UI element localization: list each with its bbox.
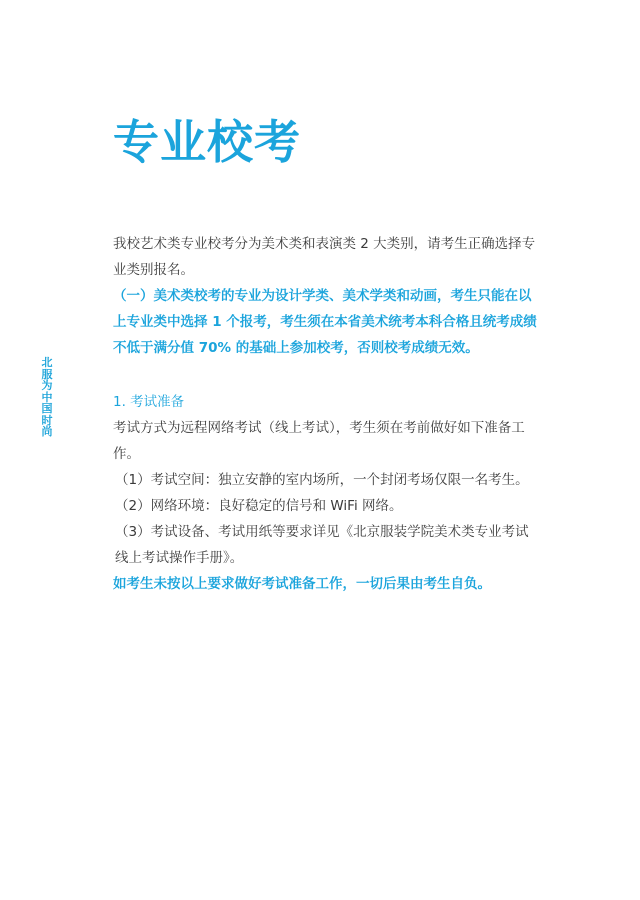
section-intro-paragraph: 考试方式为远程网络考试（线上考试），考生须在考前做好如下准备工作。	[113, 420, 525, 462]
warning-paragraph: 如考生未按以上要求做好考试准备工作，一切后果由考生自负。	[113, 576, 491, 592]
intro-paragraph: 我校艺术类专业校考分为美术类和表演类 2 大类别，请考生正确选择专业类别报名。	[113, 236, 536, 278]
list-item-equipment: （3）考试设备、考试用纸等要求详见《北京服装学院美术类专业考试线上考试操作手册》。	[115, 524, 529, 566]
page-title: 专业校考	[113, 115, 301, 169]
list-item-exam-space: （1）考试空间：独立安静的室内场所，一个封闭考场仅限一名考生。	[115, 472, 529, 488]
side-vertical-label: 北服为中国时尚	[41, 356, 53, 438]
highlight-paragraph: （一）美术类校考的专业为设计学类、美术学类和动画，考生只能在以上专业类中选择 1 个报考，考生须在本省美术统考本科合格且统考成绩不低于满分值 70% 的基础上参加校考，否则校考成绩无效。	[113, 288, 537, 356]
section-heading-exam-prep: 1. 考试准备	[113, 394, 185, 410]
main-content	[113, 231, 538, 597]
list-item-network: （2）网络环境：良好稳定的信号和 WiFi 网络。	[115, 498, 403, 514]
